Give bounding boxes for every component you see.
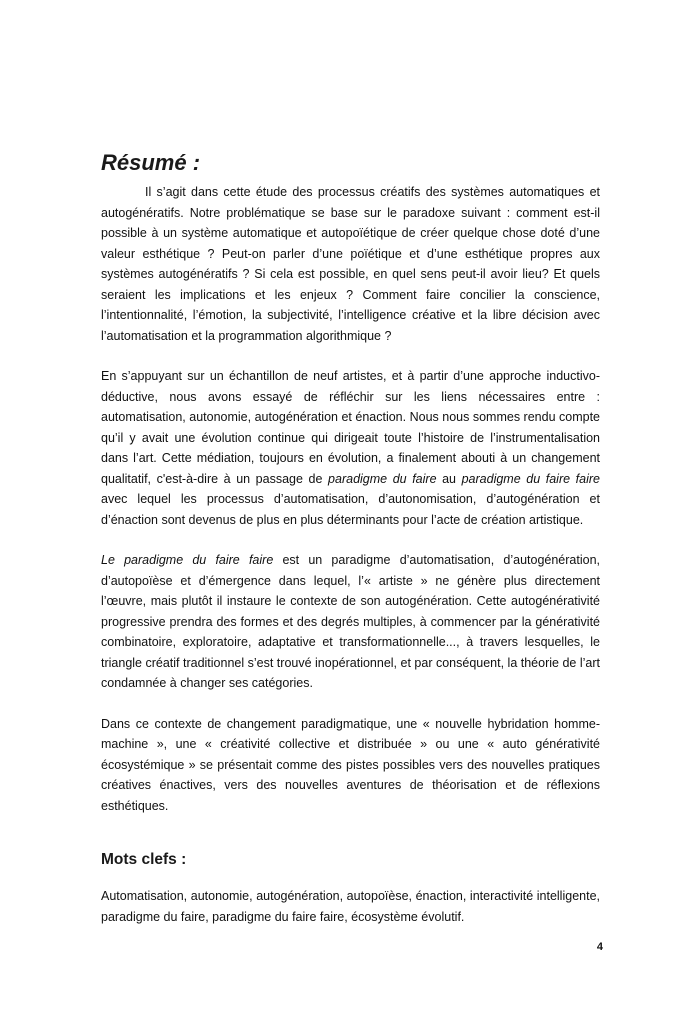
paragraph-2-emphasis-1: paradigme du faire [328, 471, 437, 486]
page-number: 4 [596, 941, 603, 953]
paragraph-3-emphasis-1: Le paradigme du faire faire [101, 553, 274, 567]
abstract-paragraph-3 [101, 550, 600, 694]
paragraph-3-text-1: est un paradigme d’automatisation, d’autogénération, d’autopoïèse et d’émergence dans lequel, l’« artiste » ne génère plus directement l’œuvre, mais plutôt il instaure le contexte de son autogénération. Cette autogénérativité progressive prendra des formes et des degrés multiples, à commencer par la générativité combinatoire, exploratoire, adaptative et transformationnelle..., à travers lesquelles, le triangle créatif traditionnel s’est trouvé inopérationnel, et par conséquent, la théorie de l’art condamnée à changer ses catégories. [101, 553, 600, 690]
paragraph-2-text-2: au [436, 471, 462, 486]
paragraph-2-text-1: En s’appuyant sur un échantillon de neuf artistes, et à partir d’une approche inductivo-déductive, nous avons essayé de réfléchir sur les liens nécessaires entre : automatisation, autonomie, autogénération et énaction. Nous nous sommes rendu compte qu’il y avait une évolution continue qui dirigeait toute l’histoire de l’instrumentalisation dans l’art. Cette médiation, toujours en évolution, a finalement abouti à un changement qualitatif, c'est-à-dire à un passage de [101, 369, 600, 486]
paragraph-2-emphasis-2: paradigme du faire faire [461, 471, 600, 486]
abstract-title: Résumé : [101, 150, 201, 175]
abstract-paragraph-2 [101, 366, 600, 530]
abstract-paragraph-1: Il s’agit dans cette étude des processus créatifs des systèmes automatiques et autogénératifs. Notre problématique se base sur le paradoxe suivant : comment est-il possible à un système automatique et autopoïétique de créer quelque chose doté d’une valeur esthétique ? Peut-on parler d’une poïétique et d’une esthétique propres aux systèmes autogénératifs ? Si cela est possible, en quel sens peut-il avoir lieu? Et quels seraient les implications et les enjeux ? Comment faire concilier la conscience, l’intentionnalité, l’émotion, la subjectivité, l’intelligence créative et la libre décision avec l’automatisation et la programmation algorithmique ? [101, 185, 600, 343]
abstract-paragraph-4: Dans ce contexte de changement paradigmatique, une « nouvelle hybridation homme-machine », une « créativité collective et distribuée » ou une « auto générativité écosystémique » se présentait comme des pistes possibles vers des nouvelles pratiques créatives énactives, vers des nouvelles aventures de théorisation et de réflexions esthétiques. [101, 716, 600, 813]
page-content [101, 150, 600, 927]
paragraph-2-text-3: avec lequel les processus d’automatisation, d’autonomisation, d’autogénération et d’énaction sont devenus de plus en plus déterminants pour l’acte de création artistique. [101, 492, 600, 527]
keywords-text: Automatisation, autonomie, autogénération, autopoïèse, énaction, interactivité intelligente, paradigme du faire, paradigme du faire faire, écosystème évolutif. [101, 889, 600, 924]
keywords-title: Mots clefs : [101, 851, 187, 868]
